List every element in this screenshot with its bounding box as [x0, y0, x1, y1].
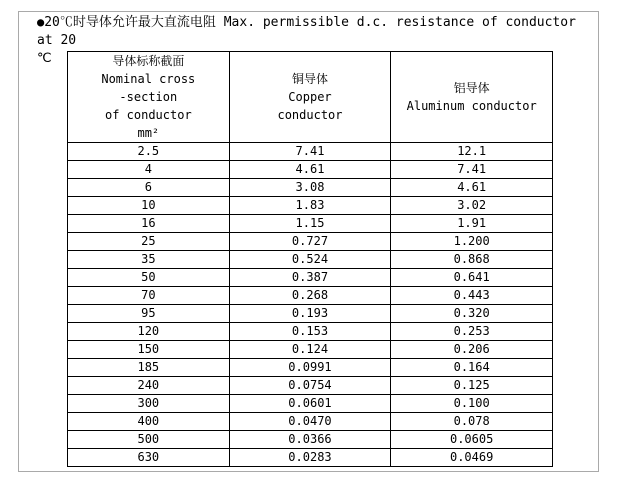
cell-cross-section: 50 — [68, 269, 230, 287]
cell-copper-resistance: 0.0366 — [229, 431, 391, 449]
cell-cross-section: 16 — [68, 215, 230, 233]
header-line: mm² — [137, 126, 160, 140]
header-row — [68, 52, 553, 143]
col-header-aluminum — [391, 52, 553, 143]
header-line: of conductor — [104, 108, 192, 122]
cell-cross-section: 10 — [68, 197, 230, 215]
header-line: 铝导体 — [453, 81, 490, 95]
table-row — [68, 197, 553, 215]
cell-cross-section: 500 — [68, 431, 230, 449]
cell-copper-resistance: 0.0991 — [229, 359, 391, 377]
cell-cross-section: 25 — [68, 233, 230, 251]
bullet-icon: ● — [37, 15, 45, 29]
cell-copper-resistance: 0.727 — [229, 233, 391, 251]
table-row — [68, 287, 553, 305]
cell-cross-section: 400 — [68, 413, 230, 431]
cell-cross-section: 185 — [68, 359, 230, 377]
table-row — [68, 323, 553, 341]
cell-cross-section: 4 — [68, 161, 230, 179]
cell-copper-resistance: 0.268 — [229, 287, 391, 305]
content-frame — [18, 11, 599, 472]
cell-aluminum-resistance: 4.61 — [391, 179, 553, 197]
cell-copper-resistance: 7.41 — [229, 143, 391, 161]
cell-aluminum-resistance: 0.0469 — [391, 449, 553, 467]
table-row — [68, 305, 553, 323]
header-line: conductor — [277, 108, 343, 122]
cell-aluminum-resistance: 3.02 — [391, 197, 553, 215]
header-line: 铜导体 — [291, 72, 328, 86]
table-body — [68, 143, 553, 467]
cell-copper-resistance: 0.0283 — [229, 449, 391, 467]
cell-copper-resistance: 0.387 — [229, 269, 391, 287]
cell-cross-section: 6 — [68, 179, 230, 197]
cell-aluminum-resistance: 0.164 — [391, 359, 553, 377]
cell-cross-section: 240 — [68, 377, 230, 395]
cell-copper-resistance: 1.15 — [229, 215, 391, 233]
cell-aluminum-resistance: 0.125 — [391, 377, 553, 395]
cell-copper-resistance: 3.08 — [229, 179, 391, 197]
cell-copper-resistance: 1.83 — [229, 197, 391, 215]
cell-aluminum-resistance: 0.641 — [391, 269, 553, 287]
cell-cross-section: 120 — [68, 323, 230, 341]
table-row — [68, 413, 553, 431]
col-header-cross-section — [68, 52, 230, 143]
cell-copper-resistance: 0.0601 — [229, 395, 391, 413]
table-row — [68, 233, 553, 251]
header-line: Nominal cross — [101, 72, 196, 86]
cell-cross-section: 150 — [68, 341, 230, 359]
cell-copper-resistance: 0.0470 — [229, 413, 391, 431]
table-header — [68, 52, 553, 143]
cell-copper-resistance: 0.193 — [229, 305, 391, 323]
cell-aluminum-resistance: 0.078 — [391, 413, 553, 431]
header-line: Copper — [288, 90, 332, 104]
cell-cross-section: 300 — [68, 395, 230, 413]
cell-copper-resistance: 0.0754 — [229, 377, 391, 395]
cell-aluminum-resistance: 1.91 — [391, 215, 553, 233]
cell-copper-resistance: 0.124 — [229, 341, 391, 359]
header-line: 导体标称截面 — [112, 54, 185, 68]
page-title-line1: 20℃时导体允许最大直流电阻 Max. permissible d.c. resistance of conductor at 20 — [37, 15, 576, 48]
cell-aluminum-resistance: 0.100 — [391, 395, 553, 413]
table-row — [68, 161, 553, 179]
table-row — [68, 395, 553, 413]
cell-aluminum-resistance: 1.200 — [391, 233, 553, 251]
table-row — [68, 377, 553, 395]
cell-copper-resistance: 4.61 — [229, 161, 391, 179]
header-line: Aluminum conductor — [406, 99, 537, 113]
table-row — [68, 215, 553, 233]
resistance-table — [67, 51, 553, 467]
cell-aluminum-resistance: 7.41 — [391, 161, 553, 179]
cell-aluminum-resistance: 0.0605 — [391, 431, 553, 449]
cell-cross-section: 630 — [68, 449, 230, 467]
cell-cross-section: 2.5 — [68, 143, 230, 161]
table-row — [68, 449, 553, 467]
table-row — [68, 341, 553, 359]
cell-aluminum-resistance: 0.443 — [391, 287, 553, 305]
table-row — [68, 179, 553, 197]
cell-aluminum-resistance: 0.868 — [391, 251, 553, 269]
table-row — [68, 431, 553, 449]
cell-aluminum-resistance: 12.1 — [391, 143, 553, 161]
table-row — [68, 251, 553, 269]
table-row — [68, 269, 553, 287]
table-row — [68, 143, 553, 161]
cell-copper-resistance: 0.153 — [229, 323, 391, 341]
cell-cross-section: 70 — [68, 287, 230, 305]
cell-aluminum-resistance: 0.320 — [391, 305, 553, 323]
table-row — [68, 359, 553, 377]
header-line: -section — [119, 90, 178, 104]
col-header-copper — [229, 52, 391, 143]
cell-aluminum-resistance: 0.253 — [391, 323, 553, 341]
page-title-line2: ℃ — [37, 51, 52, 66]
cell-cross-section: 35 — [68, 251, 230, 269]
cell-copper-resistance: 0.524 — [229, 251, 391, 269]
cell-cross-section: 95 — [68, 305, 230, 323]
cell-aluminum-resistance: 0.206 — [391, 341, 553, 359]
